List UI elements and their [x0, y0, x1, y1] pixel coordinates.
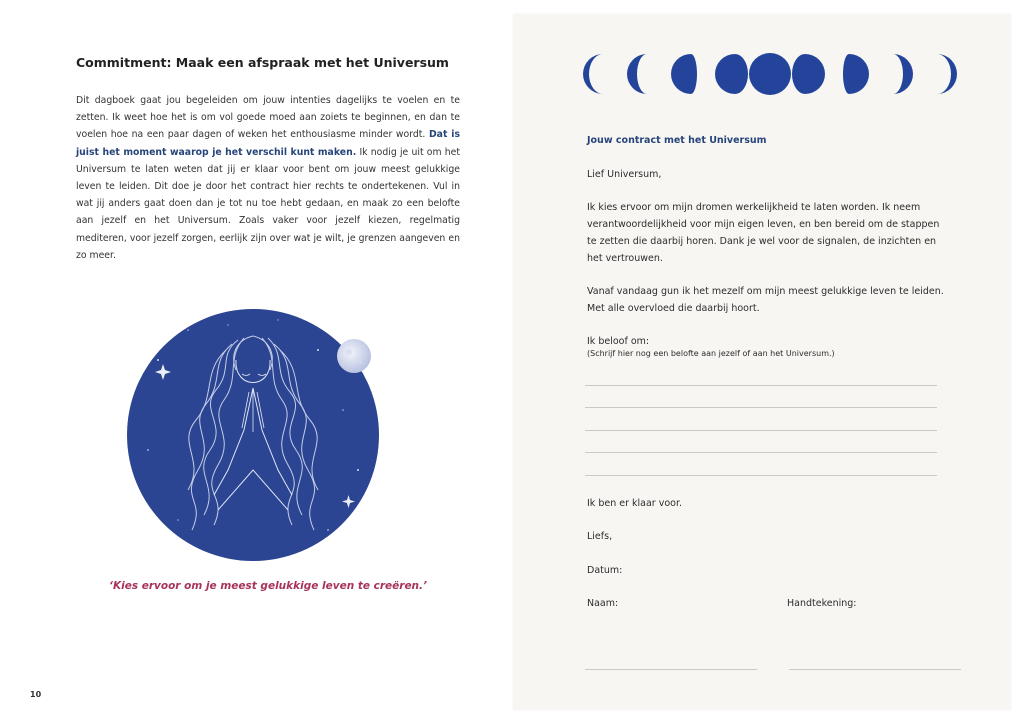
- ready-statement: Ik ben er klaar voor.: [587, 498, 683, 509]
- waxing-gibbous-small-moon-icon: [671, 54, 697, 94]
- praying-woman-illustration: [118, 300, 388, 570]
- waxing-gibbous-moon-icon: [715, 54, 748, 94]
- intro-text-end: Ik nodig je uit om het Universum te laten weten dat jij er klaar voor bent om jouw meest gelukkige leven te leiden. Dit doe je door het contract hier rechts te ondertekenen. Vul in wat jij anders gaat doen dan je tot nu toe hebt gedaan, en maak zo een belofte aan jezelf en het Universum. Zoals vaker voor jezelf kiezen, regelmatig mediteren, voor jezelf zorgen, eerlijk zijn over wat je wilt, je grenzen aangeven en zo meer.: [76, 146, 461, 261]
- promise-line-4[interactable]: [585, 452, 937, 453]
- promise-line-2[interactable]: [585, 407, 937, 408]
- signature-label: Handtekening:: [787, 598, 857, 609]
- page-number: 10: [30, 690, 42, 699]
- intro-paragraph: [76, 92, 460, 264]
- contract-paragraph-2: Vanaf vandaag gun ik het mezelf om mijn meest gelukkige leven te leiden. Met alle overvloed die daarbij hoort.: [587, 286, 944, 314]
- waning-gibbous-small-moon-icon: [843, 54, 869, 94]
- promise-line-1[interactable]: [585, 385, 937, 386]
- closing: Liefs,: [587, 531, 613, 542]
- date-label: Datum:: [587, 565, 623, 576]
- page-title: Commitment: Maak een afspraak met het Universum: [76, 55, 449, 70]
- waning-crescent-moon-icon: [893, 54, 913, 94]
- name-label: Naam:: [587, 598, 619, 609]
- greeting: Lief Universum,: [587, 169, 662, 180]
- quote: ‘Kies ervoor om je meest gelukkige leven te creëren.’: [108, 580, 428, 592]
- full-moon-icon: [749, 53, 791, 95]
- waxing-crescent-moon-icon: [627, 54, 647, 94]
- promise-line-3[interactable]: [585, 430, 937, 431]
- contract-title: Jouw contract met het Universum: [587, 135, 767, 146]
- contract-paragraph-1: Ik kies ervoor om mijn dromen werkelijkheid te laten worden. Ik neem verantwoordelijkheid voor mijn eigen leven, en ben bereid om de stappen te zetten die daarbij horen. Dank je wel voor de signalen, de inzichten en het vertrouwen.: [587, 202, 940, 264]
- waning-gibbous-moon-icon: [792, 54, 825, 94]
- moon-phase-row: [581, 52, 959, 96]
- intro-highlight: Dat is juist het moment waarop je het verschil kunt maken.: [76, 129, 460, 158]
- name-signature-line[interactable]: [585, 669, 757, 670]
- promise-line-5[interactable]: [585, 475, 937, 476]
- promise-note: (Schrijf hier nog een belofte aan jezelf of aan het Universum.): [587, 349, 835, 358]
- waxing-crescent-thin-moon-icon: [583, 54, 603, 94]
- contract-page: [513, 14, 1011, 710]
- waning-crescent-thin-moon-icon: [937, 54, 957, 94]
- intro-text-start: Dit dagboek gaat jou begeleiden om jouw intenties dagelijks te voelen en te zetten. Ik weet hoe het is om vol goede moed aan zoiets te beginnen, en dan te voelen hoe na een paar dagen of weken het enthousiasme minder wordt.: [76, 95, 460, 141]
- handtekening-signature-line[interactable]: [789, 669, 961, 670]
- promise-label: Ik beloof om:: [587, 336, 650, 347]
